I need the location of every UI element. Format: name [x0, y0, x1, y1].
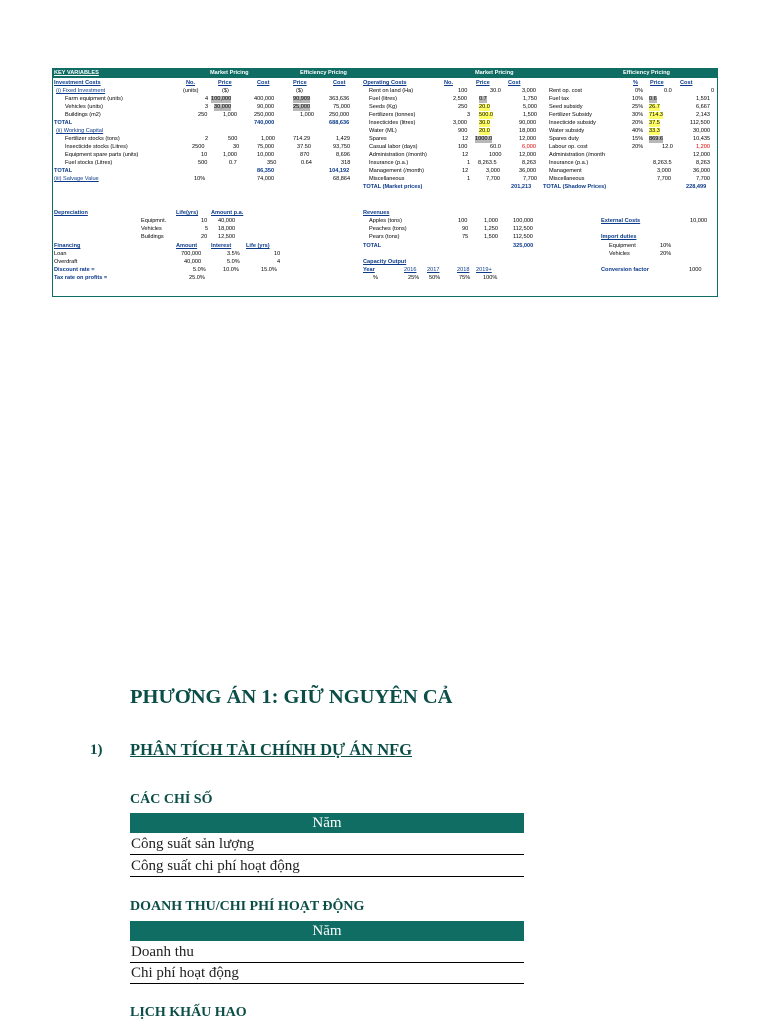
sheet-cell: Interest	[211, 243, 232, 249]
sheet-cell: 318	[341, 160, 351, 166]
sheet-cell: 20%	[632, 144, 644, 150]
sheet-cell: 25.0%	[189, 275, 205, 281]
sheet-cell: 8,696	[336, 152, 350, 158]
sheet-cell: 3,000	[657, 168, 671, 174]
sheet-cell: 8,263	[522, 160, 536, 166]
revenue-row	[130, 963, 524, 984]
sheet-cell: 3,000	[453, 120, 467, 126]
sheet-cell: KEY VARIABLES	[54, 70, 99, 76]
sheet-cell: Rent on land (Ha)	[369, 88, 414, 94]
sheet-cell: 100,000	[513, 218, 534, 224]
sheet-cell: 15%	[632, 136, 644, 142]
sheet-cell: Labour op. cost	[549, 144, 588, 150]
sheet-cell: 0	[711, 88, 715, 94]
sheet-cell: 250,000	[254, 112, 275, 118]
sheet-cell: 20%	[632, 120, 644, 126]
sheet-cell: Casual labor (days)	[369, 144, 418, 150]
sheet-cell: Tax rate on profits =	[54, 275, 108, 281]
sheet-cell: 740,000	[254, 120, 275, 126]
sheet-cell: Fertilizer stocks (tons)	[65, 136, 120, 142]
sheet-cell: 3.5%	[227, 251, 240, 257]
revenue-label: Chi phí hoạt động	[131, 965, 239, 981]
sheet-cell: 10,000	[690, 218, 708, 224]
key-variables-spreadsheet	[52, 68, 718, 297]
sheet-cell: 7,700	[523, 176, 537, 182]
sheet-cell: TOTAL	[54, 168, 73, 174]
sheet-cell: 1,000	[223, 112, 237, 118]
sheet-cell: 20	[201, 234, 208, 240]
sheet-cell: 104,192	[329, 168, 350, 174]
sheet-cell: Efficiency Pricing	[300, 70, 347, 76]
sheet-cell: 10	[201, 218, 208, 224]
sheet-cell: 700,000	[181, 251, 202, 257]
sheet-cell: 1,000	[261, 136, 275, 142]
sheet-cell: 2017	[427, 267, 440, 273]
sheet-cell: Water subsidy	[549, 128, 585, 134]
sheet-cell: Efficiency Pricing	[623, 70, 670, 76]
sheet-cell: Buildings	[141, 234, 164, 240]
sheet-cell: 75%	[459, 275, 471, 281]
sheet-cell: 2500	[192, 144, 205, 150]
sheet-cell: Cost	[508, 80, 521, 86]
sheet-cell: 400,000	[254, 96, 275, 102]
sheet-cell: 10	[201, 152, 208, 158]
sheet-cell: TOTAL (Shadow Prices)	[543, 184, 607, 190]
sheet-cell: Life(yrs)	[176, 210, 199, 216]
sheet-cell: 75,000	[333, 104, 351, 110]
sheet-cell: 10%	[632, 96, 644, 102]
sheet-cell: 250,000	[329, 112, 350, 118]
sheet-cell: 18,000	[218, 226, 236, 232]
sheet-cell: Farm equipment (units)	[65, 96, 123, 102]
sheet-cell: 40%	[632, 128, 644, 134]
sheet-cell: 4	[277, 259, 281, 265]
sheet-cell: 1,750	[523, 96, 537, 102]
sheet-cell: 7,700	[696, 176, 710, 182]
sheet-cell: 60.0	[490, 144, 501, 150]
revenue-title: DOANH THU/CHI PHÍ HOẠT ĐỘNG	[130, 899, 365, 914]
sheet-cell: 18,000	[519, 128, 537, 134]
revenue-row	[130, 942, 524, 963]
sheet-cell: TOTAL	[54, 120, 73, 126]
sheet-cell: 74,000	[257, 176, 275, 182]
sheet-cell: Vehicles (units)	[65, 104, 103, 110]
sheet-cell: Seed subsidy	[549, 104, 583, 110]
sheet-cell: 7,700	[657, 176, 671, 182]
sheet-cell: ($)	[296, 88, 303, 94]
sheet-cell: Financing	[54, 243, 81, 249]
sheet-cell: 1,429	[336, 136, 350, 142]
sheet-cell: 30	[233, 144, 240, 150]
sheet-cell: Buildings (m2)	[65, 112, 101, 118]
sheet-cell: Cost	[257, 80, 270, 86]
sheet-cell: 30.0	[479, 120, 490, 126]
sheet-cell: 10,000	[257, 152, 275, 158]
sheet-cell: 870	[300, 152, 310, 158]
sheet-cell: 2018	[457, 267, 470, 273]
sheet-cell: Spares duty	[549, 136, 579, 142]
sheet-cell: Management (/month)	[369, 168, 425, 174]
sheet-cell: 1000	[489, 152, 502, 158]
sheet-cell: 50%	[429, 275, 441, 281]
sheet-cell: 36,000	[519, 168, 537, 174]
sheet-cell: (units)	[183, 88, 199, 94]
sheet-cell: Pears (tons)	[369, 234, 400, 240]
sheet-cell: 100	[458, 88, 468, 94]
sheet-cell: Insurance (p.a.)	[549, 160, 589, 166]
sheet-cell: 12,000	[519, 152, 537, 158]
sheet-cell: Discount rate =	[54, 267, 95, 273]
sheet-cell: 30,000	[214, 104, 232, 110]
sheet-cell: 2019+	[476, 267, 492, 273]
sheet-cell: 3,000	[486, 168, 500, 174]
sheet-cell: 3	[205, 104, 209, 110]
sheet-cell: 10%	[660, 243, 672, 249]
sheet-cell: 20%	[660, 251, 672, 257]
sheet-cell: 30%	[632, 112, 644, 118]
sheet-cell: Insurance (p.a.)	[369, 160, 409, 166]
sheet-cell: Fuel tax	[549, 96, 569, 102]
sheet-cell: 1	[467, 176, 471, 182]
revenue-year-band: Năm	[130, 921, 524, 941]
sheet-cell: Price	[218, 80, 232, 86]
revenue-label: Doanh thu	[131, 944, 194, 960]
sheet-cell: 100	[458, 144, 468, 150]
sheet-cell: 25,000	[293, 104, 311, 110]
sheet-cell: 93,750	[333, 144, 351, 150]
sheet-cell: Management	[549, 168, 582, 174]
sheet-cell: 250	[458, 104, 468, 110]
sheet-cell: 12,000	[519, 136, 537, 142]
sheet-cell: Equipment spare parts (units)	[65, 152, 139, 158]
sheet-cell: Revenues	[363, 210, 390, 216]
sheet-cell: Cost	[333, 80, 346, 86]
sheet-cell: 500	[228, 136, 238, 142]
sheet-cell: 714.29	[293, 136, 311, 142]
sheet-cell: 250	[198, 112, 208, 118]
sheet-cell: Overdraft	[54, 259, 78, 265]
sheet-cell: 25%	[408, 275, 420, 281]
sheet-cell: 112,500	[513, 226, 533, 232]
sheet-cell: Amount p.a.	[211, 210, 244, 216]
sheet-cell: Insecticide subsidy	[549, 120, 596, 126]
sheet-cell: 1,000	[300, 112, 314, 118]
indicator-row	[130, 856, 524, 877]
sheet-cell: Peaches (tons)	[369, 226, 407, 232]
sheet-cell: No.	[444, 80, 454, 86]
sheet-cell: 12,000	[693, 152, 711, 158]
sheet-cell: 1,200	[696, 144, 710, 150]
sheet-cell: 8,263	[696, 160, 710, 166]
sheet-cell: 1,591	[696, 96, 710, 102]
sheet-cell: 0.64	[301, 160, 312, 166]
sheet-cell: TOTAL	[363, 243, 382, 249]
sheet-cell: Fuel (litres)	[369, 96, 397, 102]
sheet-cell: 2,500	[453, 96, 467, 102]
depreciation-title: LỊCH KHẤU HAO	[130, 1005, 247, 1020]
sheet-cell: 20.0	[479, 128, 490, 134]
sheet-cell: 1,500	[523, 112, 537, 118]
sheet-cell: 37.50	[297, 144, 311, 150]
sheet-cell: 90	[462, 226, 469, 232]
sheet-cell: 5.0%	[227, 259, 240, 265]
sheet-cell: 20.0	[479, 104, 490, 110]
sheet-cell: 12	[462, 168, 469, 174]
sheet-cell: Fertilizers (tonnes)	[369, 112, 416, 118]
sheet-cell: Conversion factor	[601, 267, 649, 273]
sheet-cell: 5.0%	[193, 267, 206, 273]
sheet-cell: 10	[274, 251, 281, 257]
sheet-cell: 350	[267, 160, 277, 166]
sheet-cell: Rent op. cost	[549, 88, 582, 94]
sheet-cell: Investment Costs	[54, 80, 101, 86]
sheet-cell: 2	[205, 136, 209, 142]
sheet-cell: Fuel stocks (Litres)	[65, 160, 113, 166]
sheet-cell: 0.7	[229, 160, 237, 166]
sheet-cell: Operating Costs	[363, 80, 407, 86]
sheet-cell: 5,000	[523, 104, 537, 110]
sheet-cell: Administration (/month)	[369, 152, 427, 158]
sheet-cell: Year	[363, 267, 375, 273]
page-heading: PHƯƠNG ÁN 1: GIỮ NGUYÊN CẢ	[130, 686, 453, 708]
sheet-cell: Market Pricing	[475, 70, 514, 76]
sheet-cell: Cost	[680, 80, 693, 86]
sheet-cell: 6,667	[696, 104, 710, 110]
sheet-cell: 30,000	[693, 128, 711, 134]
sheet-cell: Depreciation	[54, 210, 88, 216]
sheet-cell: 37.5	[649, 120, 660, 126]
sheet-cell: 90,000	[257, 104, 275, 110]
sheet-cell: 363,636	[329, 96, 350, 102]
sheet-cell: 1,250	[484, 226, 498, 232]
sheet-cell: 500	[198, 160, 208, 166]
sheet-cell: ($)	[222, 88, 229, 94]
sheet-cell: 1,000	[223, 152, 237, 158]
sheet-cell: Miscellaneous	[549, 176, 585, 182]
sheet-cell: 869.6	[649, 136, 663, 142]
sheet-cell: Equipment	[609, 243, 636, 249]
sheet-cell: 900	[458, 128, 468, 134]
sheet-cell: 33.3	[649, 128, 660, 134]
sheet-cell: 40,000	[184, 259, 202, 265]
sheet-cell: 0%	[635, 88, 644, 94]
spreadsheet-header-bar	[53, 69, 717, 78]
sheet-cell: 1	[467, 160, 471, 166]
sheet-cell: 201,213	[511, 184, 532, 190]
sheet-cell: %	[373, 275, 378, 281]
sheet-cell: 26.7	[649, 104, 660, 110]
sheet-cell: 90,000	[519, 120, 537, 126]
section-number: 1)	[90, 742, 103, 758]
indicator-label: Công suất sản lượng	[131, 836, 255, 852]
sheet-cell: 40,000	[218, 218, 236, 224]
sheet-cell: 10%	[194, 176, 206, 182]
sheet-cell: 12.0	[662, 144, 673, 150]
sheet-cell: 0.6	[649, 96, 657, 102]
sheet-cell: 90,909	[293, 96, 311, 102]
sheet-cell: 228,499	[686, 184, 707, 190]
sheet-cell: Vehicles	[609, 251, 630, 257]
sheet-cell: 0.7	[479, 96, 487, 102]
sheet-cell: 0.0	[664, 88, 672, 94]
sheet-cell: (i) Fixed Investment	[56, 88, 106, 94]
sheet-cell: 8,263.5	[478, 160, 497, 166]
sheet-cell: 75,000	[257, 144, 275, 150]
sheet-cell: Fertilizer Subsidy	[549, 112, 592, 118]
sheet-cell: 3,000	[522, 88, 536, 94]
sheet-cell: 12	[462, 136, 469, 142]
sheet-cell: 5	[205, 226, 209, 232]
sheet-cell: Import duties	[601, 234, 637, 240]
sheet-cell: Apples (tons)	[369, 218, 402, 224]
sheet-cell: Administration (/month	[549, 152, 605, 158]
sheet-cell: Loan	[54, 251, 67, 257]
sheet-cell: 12	[462, 152, 469, 158]
sheet-cell: 75	[462, 234, 469, 240]
sheet-cell: 10,435	[693, 136, 711, 142]
sheet-cell: 6,000	[522, 144, 536, 150]
sheet-cell: 2016	[404, 267, 417, 273]
sheet-cell: 100,000	[211, 96, 232, 102]
sheet-cell: Water (ML)	[369, 128, 397, 134]
sheet-cell: 1000	[689, 267, 702, 273]
sheet-cell: 10.0%	[223, 267, 239, 273]
sheet-cell: Price	[293, 80, 307, 86]
sheet-cell: 25%	[632, 104, 644, 110]
sheet-cell: 100	[458, 218, 468, 224]
sheet-cell: 100%	[483, 275, 498, 281]
sheet-cell: No.	[186, 80, 196, 86]
sheet-cell: 4	[205, 96, 209, 102]
indicators-year-band: Năm	[130, 813, 524, 833]
sheet-cell: 112,500	[690, 120, 710, 126]
sheet-cell: Price	[650, 80, 664, 86]
indicator-label: Công suất chi phí hoạt động	[131, 858, 300, 874]
sheet-cell: 15.0%	[261, 267, 277, 273]
sheet-cell: Vehicles	[141, 226, 162, 232]
indicators-title: CÁC CHỈ SỐ	[130, 792, 213, 807]
sheet-cell: 688,636	[329, 120, 350, 126]
sheet-cell: 36,000	[693, 168, 711, 174]
sheet-cell: Price	[476, 80, 490, 86]
sheet-cell: 86,350	[257, 168, 275, 174]
section-title: PHÂN TÍCH TÀI CHÍNH DỰ ÁN NFG	[130, 740, 413, 759]
sheet-cell: TOTAL (Market prices)	[363, 184, 423, 190]
sheet-cell: (ii) Working Capital	[56, 128, 104, 134]
sheet-cell: 2,143	[696, 112, 710, 118]
sheet-cell: 68,864	[333, 176, 351, 182]
sheet-cell: 500.0	[479, 112, 493, 118]
sheet-cell: Spares	[369, 136, 387, 142]
sheet-cell: External Costs	[601, 218, 641, 224]
sheet-cell: 112,500	[513, 234, 533, 240]
sheet-cell: Insecticide stocks (Litres)	[65, 144, 128, 150]
sheet-cell: Equipmnt.	[141, 218, 167, 224]
sheet-cell: Miscellaneous	[369, 176, 405, 182]
sheet-cell: 1,500	[484, 234, 498, 240]
sheet-cell: 1000.0	[475, 136, 493, 142]
sheet-cell: Seeds (Kg)	[369, 104, 397, 110]
sheet-cell: 30.0	[490, 88, 501, 94]
sheet-cell: Capacity Output	[363, 259, 407, 265]
sheet-cell: %	[633, 80, 638, 86]
sheet-cell: (iii) Salvage Value	[54, 176, 99, 182]
sheet-cell: Amount	[176, 243, 198, 249]
indicator-row	[130, 834, 524, 855]
sheet-cell: 7,700	[486, 176, 500, 182]
sheet-cell: 1,000	[484, 218, 498, 224]
sheet-cell: Insecticides (litres)	[369, 120, 416, 126]
sheet-cell: 8,263.5	[653, 160, 672, 166]
sheet-cell: Life (yrs)	[246, 243, 270, 249]
sheet-cell: 325,000	[513, 243, 534, 249]
sheet-cell: 714.3	[649, 112, 663, 118]
sheet-cell: 3	[467, 112, 471, 118]
sheet-cell: Market Pricing	[210, 70, 249, 76]
sheet-cell: 12,500	[218, 234, 236, 240]
